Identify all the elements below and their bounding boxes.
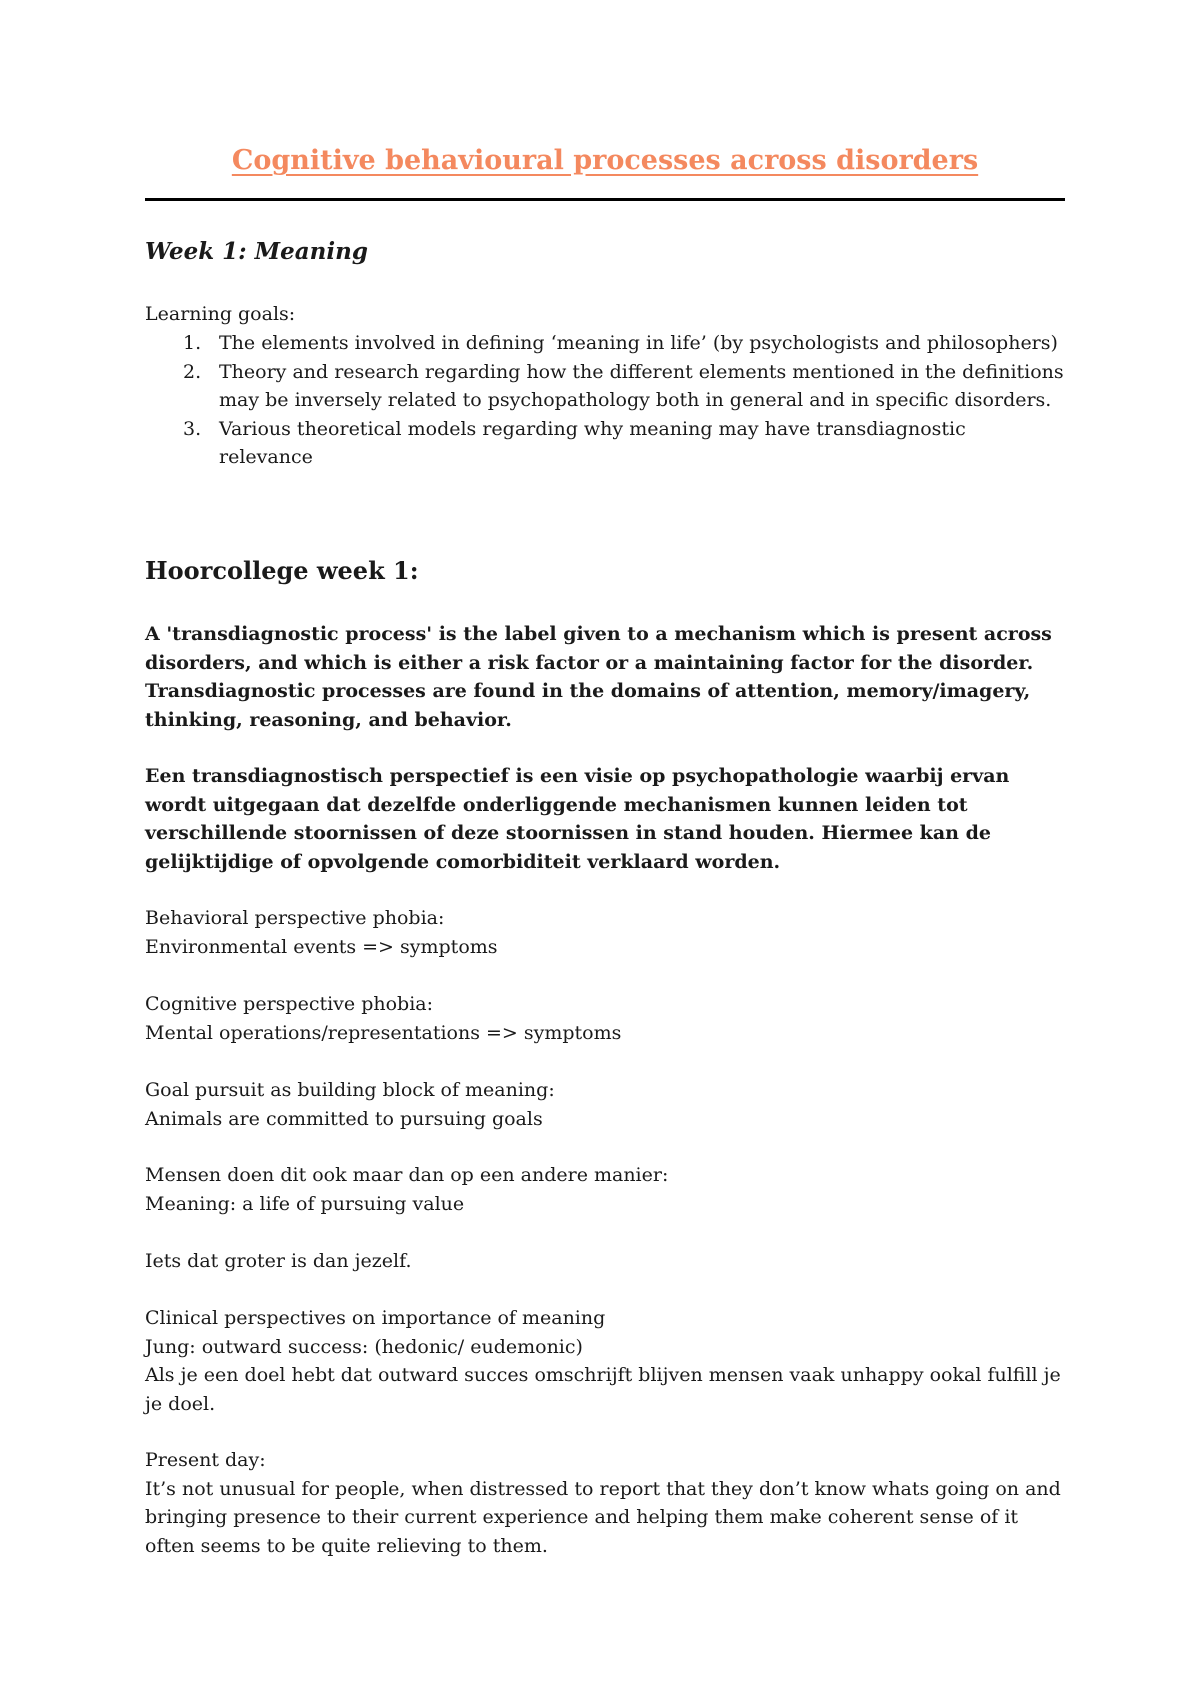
paragraph-present-day xyxy=(145,1446,1065,1560)
paragraph-iets xyxy=(145,1247,1065,1276)
paragraph-line: Cognitive perspective phobia: xyxy=(145,993,434,1015)
lecture-heading: Hoorcollege week 1: xyxy=(145,556,419,585)
paragraph-cognitive-phobia xyxy=(145,990,1065,1047)
paragraph-line: Environmental events => symptoms xyxy=(145,935,498,958)
week-heading: Week 1: Meaning xyxy=(145,238,368,265)
paragraph-mensen xyxy=(145,1161,1065,1218)
transdiagnostic-definition-nl: Een transdiagnostisch perspectief is een visie op psychopathologie waarbij ervan wordt uitgegaan dat dezelfde onderliggende mechanismen kunnen leiden tot verschillende stoornissen of deze stoornissen in stand houden. Hiermee kan de gelijktijdige of opvolgende comorbiditeit verklaard worden. xyxy=(145,765,1010,873)
paragraph-line: Jung: outward success: (hedonic/ eudemonic) xyxy=(145,1335,583,1358)
learning-goal-item xyxy=(145,415,1065,472)
paragraph-behavioral-phobia xyxy=(145,904,1065,961)
learning-goal-number: 3. xyxy=(183,417,202,440)
paragraph-line: Mental operations/representations => symptoms xyxy=(145,1021,622,1044)
learning-goal-item xyxy=(145,329,1065,358)
learning-goals-list xyxy=(145,329,1065,472)
paragraph-goal-pursuit xyxy=(145,1076,1065,1133)
document-page xyxy=(145,140,1065,1557)
learning-goal-text: Theory and research regarding how the different elements mentioned in the definitions may be inversely related to psychopathology both in general and in specific disorders. xyxy=(219,360,1064,411)
paragraph-line: Present day: xyxy=(145,1449,266,1471)
learning-goal-text: Various theoretical models regarding why meaning may have transdiagnostic relevance xyxy=(219,417,966,468)
paragraph-clinical-perspectives xyxy=(145,1304,1065,1418)
document-title: Cognitive behavioural processes across disorders xyxy=(231,145,979,176)
learning-goal-number: 2. xyxy=(183,360,202,383)
paragraph-line: It’s not unusual for people, when distressed to report that they don’t know whats going on and bringing presence to their current experience and helping them make coherent sense of it often seems to be quite relieving to them. xyxy=(145,1477,1061,1557)
paragraph-line: Iets dat groter is dan jezelf. xyxy=(145,1250,412,1272)
learning-goals-label: Learning goals: xyxy=(145,303,296,325)
paragraph-line: Behavioral perspective phobia: xyxy=(145,907,445,929)
learning-goal-text: The elements involved in defining ‘meaning in life’ (by psychologists and philosophers) xyxy=(219,332,1058,354)
paragraph-line: Goal pursuit as building block of meaning: xyxy=(145,1079,555,1101)
learning-goal-item xyxy=(145,358,1065,415)
title-divider xyxy=(145,198,1065,201)
learning-goal-number: 1. xyxy=(183,332,202,354)
transdiagnostic-definition-en: A 'transdiagnostic process' is the label given to a mechanism which is present across disorders, and which is either a risk factor or a maintaining factor for the disorder. Transdiagnostic processes are found in the domains of attention, memory/imagery, thinking, reasoning, and behavior. xyxy=(145,623,1052,731)
paragraph-line: Meaning: a life of pursuing value xyxy=(145,1192,465,1215)
paragraph-line: Animals are committed to pursuing goals xyxy=(145,1107,543,1130)
paragraph-line: Als je een doel hebt dat outward succes omschrijft blijven mensen vaak unhappy ookal fulfill je je doel. xyxy=(145,1364,1061,1415)
paragraph-line: Mensen doen dit ook maar dan op een andere manier: xyxy=(145,1164,669,1186)
paragraph-line: Clinical perspectives on importance of meaning xyxy=(145,1307,606,1329)
